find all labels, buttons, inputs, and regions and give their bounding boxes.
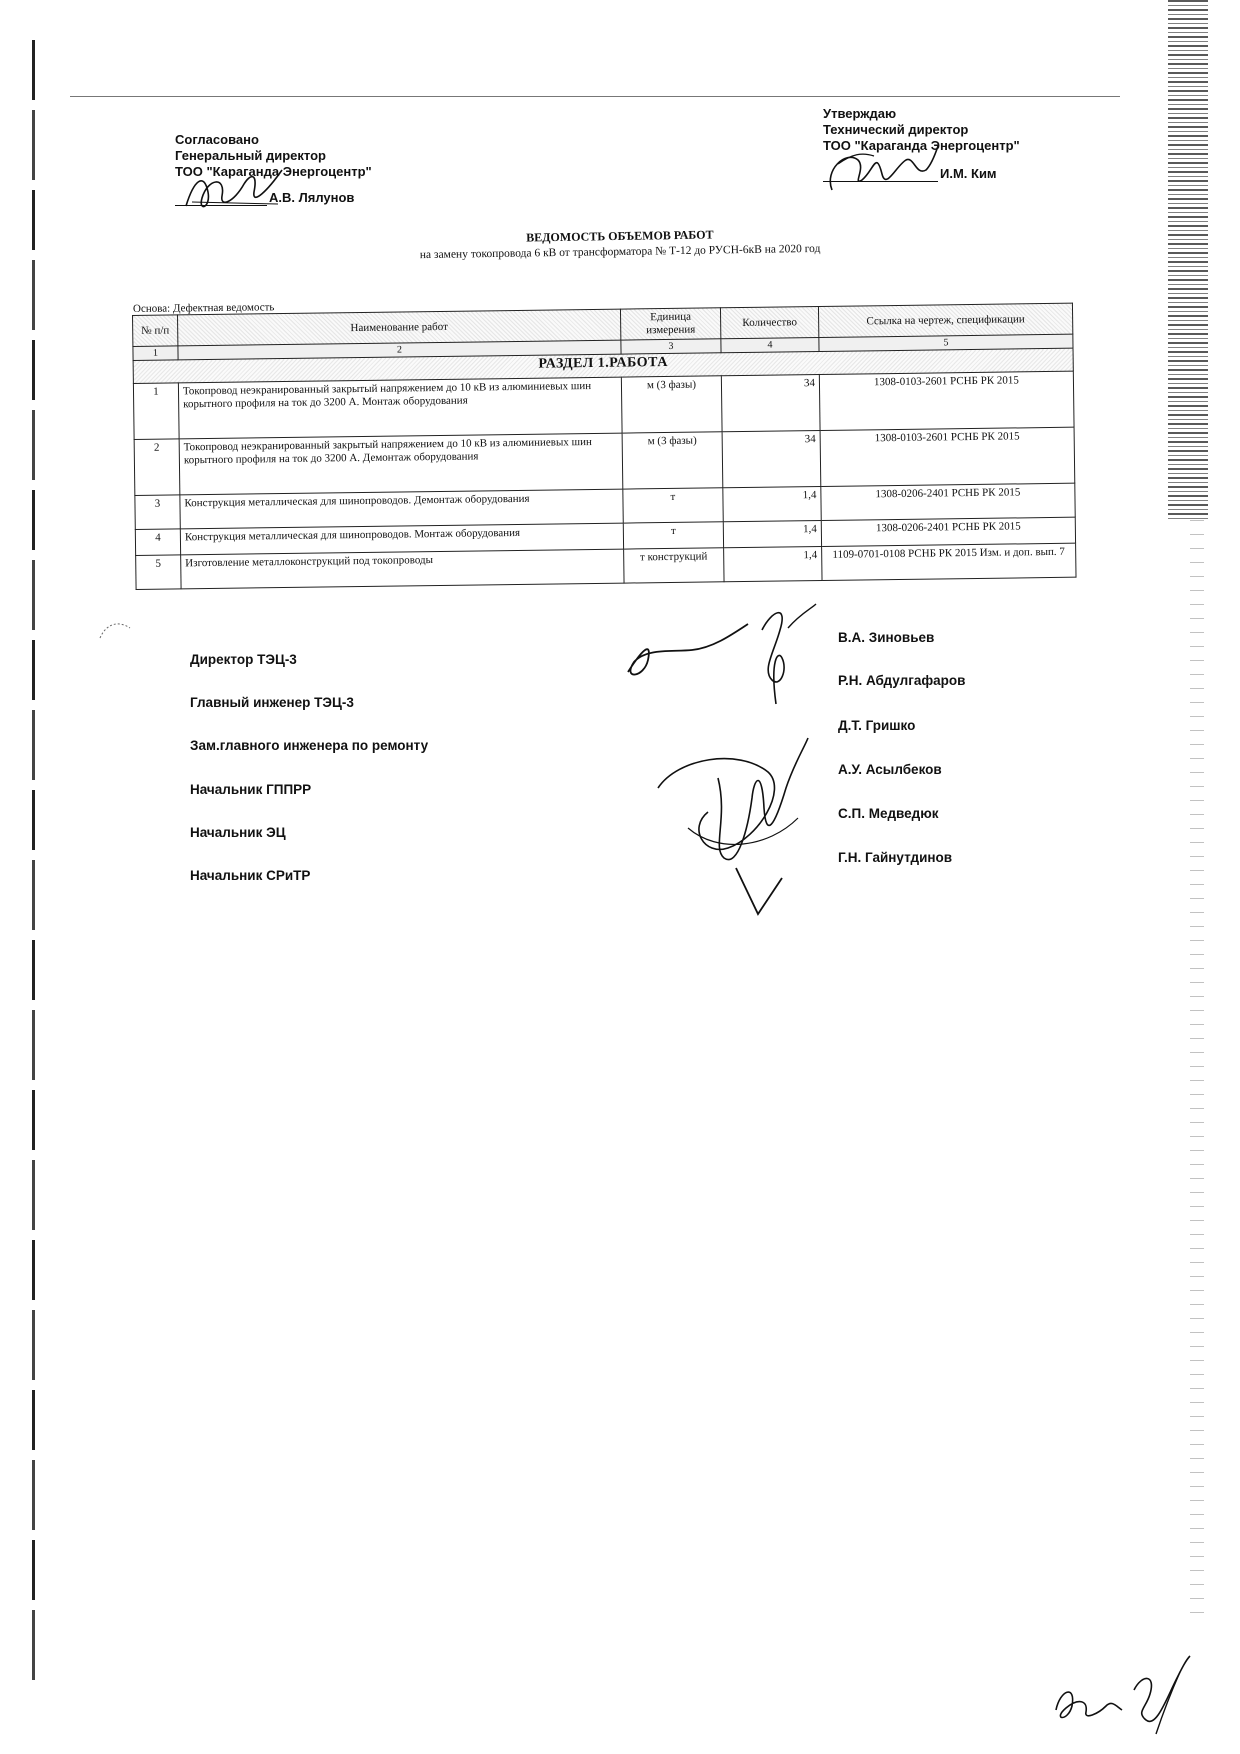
row-ref: 1109-0701-0108 РСНБ РК 2015 Изм. и доп. вып. 7 [822, 543, 1076, 580]
row-qty: 1,4 [723, 520, 821, 547]
approval-right-line3: ТОО "Караганда Энергоцентр" [823, 138, 1020, 153]
row-name: Изготовление металлоконструкций под токопроводы [181, 549, 624, 589]
signer-position: Начальник СРиТР [190, 868, 311, 883]
signer-position: Начальник ГППРР [190, 782, 312, 797]
signature-kim [822, 140, 942, 202]
header-no: № п/п [133, 315, 178, 347]
row-no: 2 [134, 439, 180, 496]
row-no: 1 [133, 383, 179, 440]
row-no: 3 [135, 495, 180, 530]
signer-name: С.П. Медведюк [838, 806, 939, 821]
row-no: 4 [135, 529, 180, 556]
signer-position: Директор ТЭЦ-3 [190, 652, 297, 667]
scan-mark [96, 618, 136, 644]
header-qty: Количество [720, 307, 818, 339]
row-name: Конструкция металлическая для шинопроводов. Демонтаж оборудования [180, 489, 623, 529]
row-unit: т [623, 522, 723, 549]
signer-position: Зам.главного инженера по ремонту [190, 738, 429, 753]
scan-edge-right [1168, 0, 1208, 520]
column-number: 2 [178, 340, 621, 360]
row-name: Конструкция металлическая для шинопроводов. Монтаж оборудования [180, 523, 623, 555]
signature-large [648, 728, 828, 918]
section-title: РАЗДЕЛ 1.РАБОТА [133, 348, 1073, 383]
title-text: ВЕДОМОСТЬ ОБЪЕМОВ РАБОТ [526, 227, 714, 245]
signer-position: Начальник ЭЦ [190, 825, 286, 840]
approval-left-line2: Генеральный директор [175, 148, 326, 163]
row-name: Токопровод неэкранированный закрытый напряжением до 10 кВ из алюминиевых шин корытного профиля на ток до 3200 А. Монтаж оборудования [178, 377, 622, 439]
works-table [132, 303, 1077, 590]
works-table-wrap [132, 303, 1076, 590]
initials-signature [1046, 1650, 1196, 1740]
row-name: Токопровод неэкранированный закрытый напряжением до 10 кВ из алюминиевых шин корытного профиля на ток до 3200 А. Демонтаж оборудования [179, 433, 623, 495]
top-rule [70, 96, 1120, 97]
signature-lyalunov [178, 162, 298, 220]
row-qty: 1,4 [723, 486, 821, 521]
document-title [340, 224, 900, 265]
row-ref: 1308-0206-2401 РСНБ РК 2015 [821, 517, 1075, 546]
basis-text: Основа: Дефектная ведомость [132, 301, 275, 315]
signer-name: Р.Н. Абдулгафаров [838, 673, 966, 688]
column-number: 4 [721, 338, 819, 353]
row-unit: м (3 фазы) [622, 432, 723, 489]
subtitle-text: на замену токопровода 6 кВ от трансформатора № Т-12 до РУСН-6кВ на 2020 год [419, 242, 821, 262]
approval-left-line1: Согласовано [175, 132, 259, 147]
column-number: 1 [133, 346, 178, 361]
column-number: 5 [819, 334, 1073, 351]
row-ref: 1308-0103-2601 РСНБ РК 2015 [819, 371, 1074, 430]
header-unit: Единица измерения [620, 308, 720, 340]
row-unit: т [623, 488, 723, 523]
approval-right-line1: Утверждаю [823, 106, 897, 121]
row-qty: 34 [722, 431, 821, 488]
approval-left-line3: ТОО "Караганда Энергоцентр" [175, 164, 372, 179]
approval-right-name: И.М. Ким [940, 166, 997, 181]
signer-name: Д.Т. Гришко [838, 718, 916, 733]
signature-zinoviev [612, 600, 822, 710]
row-qty: 1,4 [724, 546, 822, 581]
signer-name: В.А. Зиновьев [838, 630, 935, 645]
row-unit: м (3 фазы) [621, 376, 722, 433]
header-name: Наименование работ [178, 309, 621, 346]
column-number: 3 [621, 339, 721, 354]
signer-name: Г.Н. Гайнутдинов [838, 850, 953, 865]
row-ref: 1308-0103-2601 РСНБ РК 2015 [820, 427, 1075, 486]
row-qty: 34 [721, 375, 820, 432]
header-ref: Ссылка на чертеж, спецификации [818, 303, 1072, 337]
row-ref: 1308-0206-2401 РСНБ РК 2015 [821, 483, 1075, 520]
row-unit: т конструкций [624, 548, 724, 583]
row-no: 5 [136, 555, 181, 590]
approval-right-line2: Технический директор [823, 122, 969, 137]
approval-left-name: А.В. Лялунов [269, 190, 355, 205]
signer-name: А.У. Асылбеков [838, 762, 942, 777]
scan-edge-right-lower [1190, 520, 1204, 1620]
signer-position: Главный инженер ТЭЦ-3 [190, 695, 354, 710]
scan-edge-left [32, 40, 35, 1690]
